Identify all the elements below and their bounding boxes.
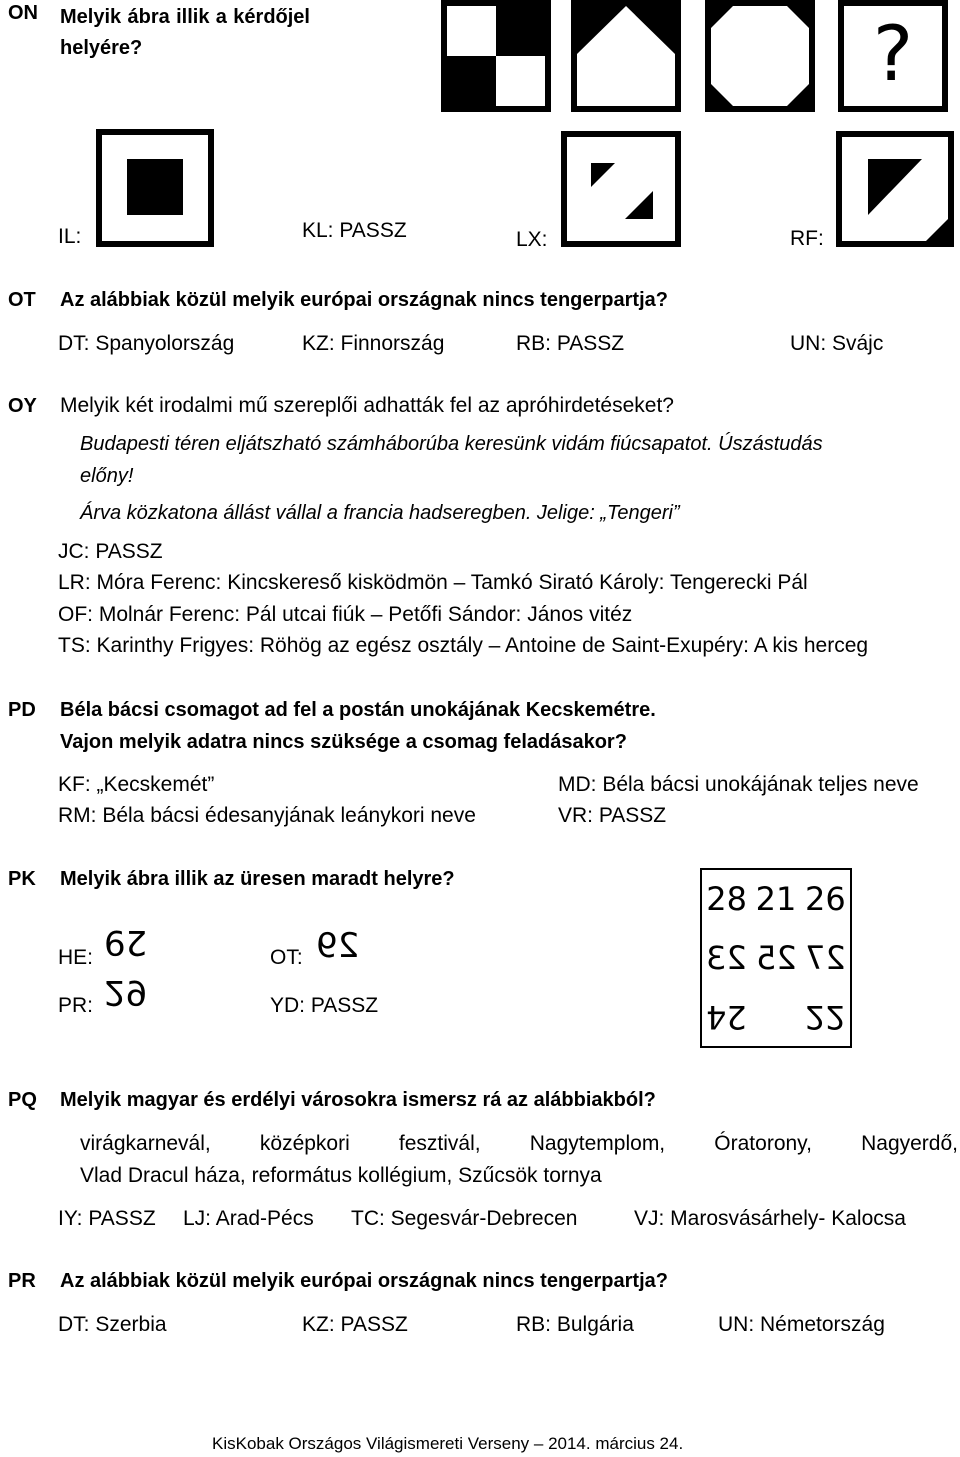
grid-cell-mirrored: 22 <box>804 997 846 1036</box>
answer-figure-lx[interactable] <box>561 131 681 247</box>
answer-md[interactable]: MD: Béla bácsi unokájának teljes neve <box>558 773 919 796</box>
answer-pr-figure[interactable]: 29 <box>104 972 148 1012</box>
answer-yd[interactable]: YD: PASSZ <box>270 994 379 1017</box>
answer-jc[interactable]: JC: PASSZ <box>58 540 163 563</box>
question-pk: Melyik ábra illik az üresen maradt helyre? <box>60 868 455 890</box>
answer-ts[interactable]: TS: Karinthy Frigyes: Röhög az egész osztály – Antoine de Saint-Exupéry: A kis herceg <box>58 634 869 657</box>
question-code-on: ON <box>8 2 38 24</box>
grid-cell: 28 <box>706 880 748 919</box>
answer-un[interactable]: UN: Svájc <box>790 332 884 355</box>
question-on: Melyik ábra illik a kérdőjel helyére? <box>60 6 310 59</box>
grid-cell-mirrored: 27 <box>804 938 846 977</box>
answer-kl[interactable]: KL: PASSZ <box>302 219 407 242</box>
answer-of[interactable]: OF: Molnár Ferenc: Pál utcai fiúk – Petőfi Sándor: János vitéz <box>58 603 633 626</box>
answer-dt[interactable]: DT: Spanyolország <box>58 332 235 355</box>
answer-rb[interactable]: RB: PASSZ <box>516 332 625 355</box>
ad-1-line-1: Budapesti téren eljátszható számháborúba keresünk vidám fiúcsapatot. Úszástudás <box>80 433 823 455</box>
answer-he-figure[interactable]: 29 <box>104 922 148 962</box>
answer-kz-pr[interactable]: KZ: PASSZ <box>302 1313 408 1336</box>
ad-2: Árva közkatona állást vállal a francia hadseregben. Jelige: „Tengeri” <box>80 502 680 524</box>
answer-ot-label[interactable]: OT: <box>270 946 303 969</box>
answer-rm[interactable]: RM: Béla bácsi édesanyjának leánykori neve <box>58 804 476 827</box>
figure-checkerboard <box>441 0 551 112</box>
answer-figure-il[interactable] <box>96 129 214 247</box>
answer-rf[interactable]: RF: <box>790 227 824 250</box>
question-code-ot: OT <box>8 289 36 311</box>
answer-vj[interactable]: VJ: Marosvásárhely- Kalocsa <box>634 1207 906 1230</box>
answer-kf[interactable]: KF: „Kecskemét” <box>58 773 215 796</box>
clues-line-2: Vlad Dracul háza, református kollégium, Szűcsök tornya <box>80 1164 602 1187</box>
answer-lx[interactable]: LX: <box>516 228 548 251</box>
answer-lr[interactable]: LR: Móra Ferenc: Kincskereső kisködmön – Tamkó Sirató Károly: Tengerecki Pál <box>58 571 808 594</box>
answer-figure-rf[interactable] <box>836 131 954 247</box>
question-pr: Az alábbiak közül melyik európai országnak nincs tengerpartja? <box>60 1270 668 1292</box>
answer-iy[interactable]: IY: PASSZ <box>58 1207 156 1230</box>
grid-cell-empty <box>751 987 800 1046</box>
answer-un-pr[interactable]: UN: Németország <box>718 1313 885 1336</box>
answer-he-label[interactable]: HE: <box>58 946 94 969</box>
question-code-oy: OY <box>8 395 37 417</box>
question-code-pq: PQ <box>8 1089 37 1111</box>
question-ot: Az alábbiak közül melyik európai országnak nincs tengerpartja? <box>60 289 668 311</box>
answer-ot-figure[interactable]: 29 <box>316 926 360 966</box>
figure-pentagon <box>571 0 681 112</box>
number-grid <box>700 868 852 1048</box>
answer-lj[interactable]: LJ: Arad-Pécs <box>183 1207 314 1230</box>
figure-question-mark <box>838 0 948 112</box>
grid-cell-mirrored: 25 <box>755 938 797 977</box>
question-code-pk: PK <box>8 868 36 890</box>
grid-cell: 21 <box>755 880 797 919</box>
ad-1-line-2: előny! <box>80 465 134 487</box>
question-pd-line-2: Vajon melyik adatra nincs szüksége a csomag feladásakor? <box>60 731 627 753</box>
question-mark-text: ? <box>872 9 914 98</box>
answer-kz[interactable]: KZ: Finnország <box>302 332 445 355</box>
answer-vr[interactable]: VR: PASSZ <box>558 804 667 827</box>
grid-cell-mirrored: 23 <box>706 938 748 977</box>
answer-rb-pr[interactable]: RB: Bulgária <box>516 1313 634 1336</box>
answer-tc[interactable]: TC: Segesvár-Debrecen <box>351 1207 578 1230</box>
question-code-pr: PR <box>8 1270 36 1292</box>
question-pd-line-1: Béla bácsi csomagot ad fel a postán unokájának Kecskemétre. <box>60 699 656 721</box>
question-oy: Melyik két irodalmi mű szereplői adhatták fel az apróhirdetéseket? <box>60 394 674 417</box>
footer: KisKobak Országos Világismereti Verseny – 2014. március 24. <box>212 1434 684 1453</box>
answer-dt-pr[interactable]: DT: Szerbia <box>58 1313 167 1336</box>
clues-line-1: virágkarnevál, középkori fesztivál, Nagytemplom, Óratorony, Nagyerdő, <box>80 1132 958 1155</box>
answer-pr-label[interactable]: PR: <box>58 994 94 1017</box>
grid-cell-mirrored: 24 <box>706 997 748 1036</box>
grid-cell: 26 <box>804 880 846 919</box>
question-code-pd: PD <box>8 699 36 721</box>
question-pq: Melyik magyar és erdélyi városokra ismersz rá az alábbiakból? <box>60 1089 656 1111</box>
figure-octagon <box>705 0 815 112</box>
answer-il[interactable]: IL: <box>58 225 82 248</box>
